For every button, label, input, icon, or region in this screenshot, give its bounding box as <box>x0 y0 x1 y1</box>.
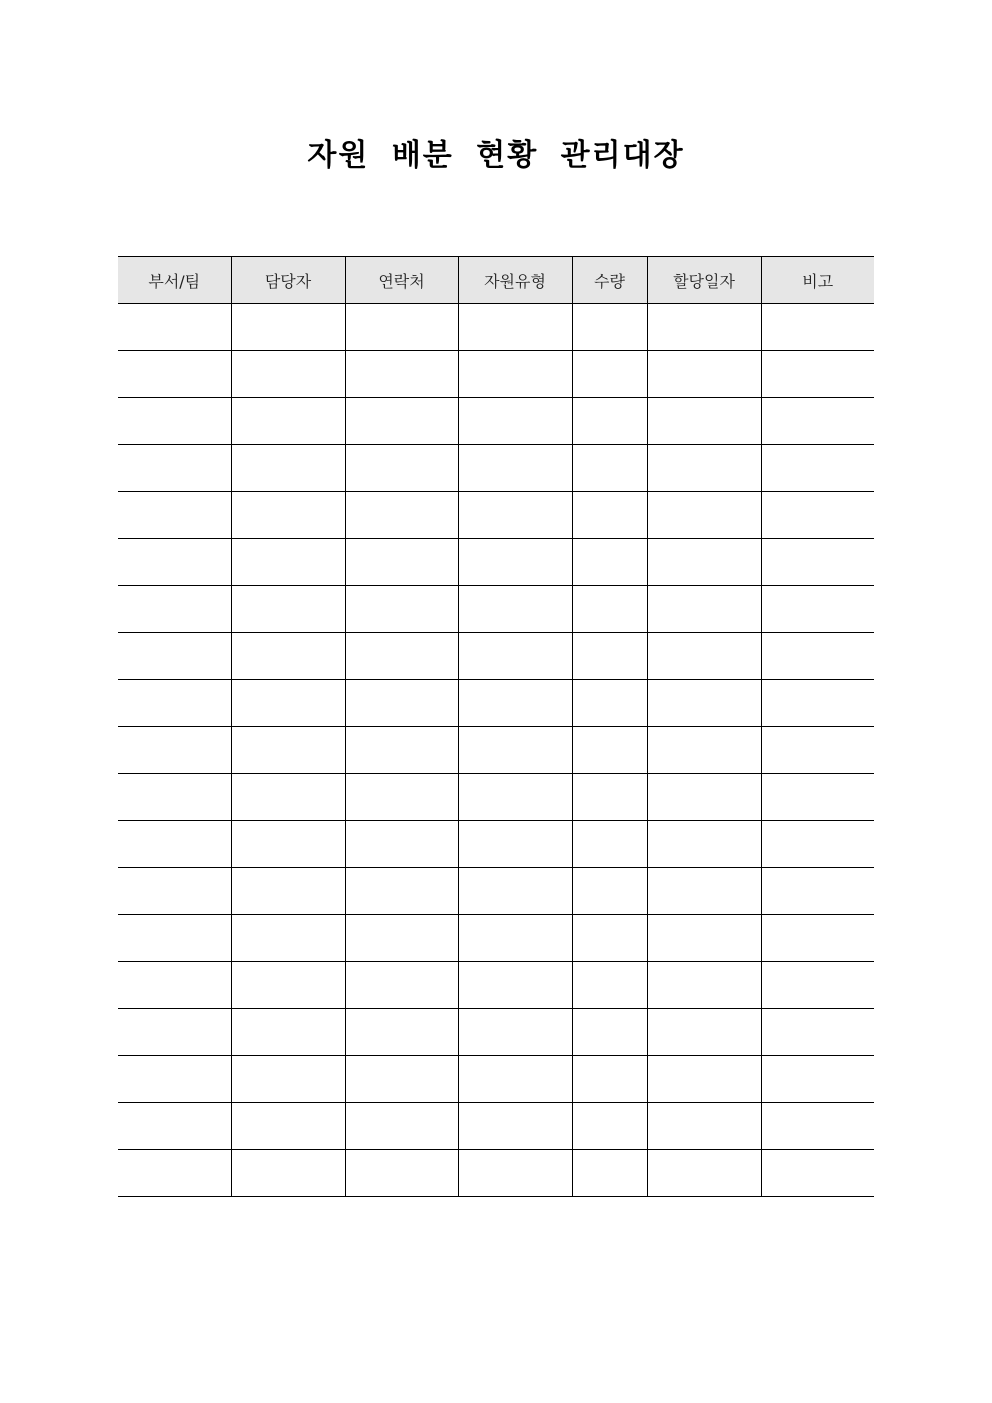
cell-manager[interactable] <box>231 727 345 774</box>
cell-manager[interactable] <box>231 304 345 351</box>
cell-remarks[interactable] <box>761 1056 874 1103</box>
cell-resource-type[interactable] <box>458 680 572 727</box>
cell-contact[interactable] <box>345 586 458 633</box>
cell-resource-type[interactable] <box>458 539 572 586</box>
cell-resource-type[interactable] <box>458 962 572 1009</box>
cell-department[interactable] <box>118 586 231 633</box>
cell-manager[interactable] <box>231 915 345 962</box>
cell-quantity[interactable] <box>572 398 647 445</box>
cell-allocation-date[interactable] <box>647 398 761 445</box>
cell-resource-type[interactable] <box>458 445 572 492</box>
cell-remarks[interactable] <box>761 1103 874 1150</box>
page-title: 자원 배분 현황 관리대장 <box>307 138 685 173</box>
cell-quantity[interactable] <box>572 633 647 680</box>
cell-remarks[interactable] <box>761 727 874 774</box>
cell-allocation-date[interactable] <box>647 1103 761 1150</box>
cell-quantity[interactable] <box>572 539 647 586</box>
cell-remarks[interactable] <box>761 586 874 633</box>
cell-remarks[interactable] <box>761 962 874 1009</box>
cell-remarks[interactable] <box>761 304 874 351</box>
cell-department[interactable] <box>118 398 231 445</box>
cell-allocation-date[interactable] <box>647 351 761 398</box>
cell-quantity[interactable] <box>572 915 647 962</box>
cell-resource-type[interactable] <box>458 774 572 821</box>
cell-manager[interactable] <box>231 774 345 821</box>
table-row <box>118 1103 874 1150</box>
column-header-quantity: 수량 <box>572 257 647 304</box>
table-row <box>118 1150 874 1197</box>
cell-remarks[interactable] <box>761 445 874 492</box>
cell-allocation-date[interactable] <box>647 633 761 680</box>
cell-department[interactable] <box>118 962 231 1009</box>
cell-department[interactable] <box>118 351 231 398</box>
table-row <box>118 1009 874 1056</box>
cell-contact[interactable] <box>345 962 458 1009</box>
cell-contact[interactable] <box>345 868 458 915</box>
cell-manager[interactable] <box>231 633 345 680</box>
table-row <box>118 1056 874 1103</box>
cell-contact[interactable] <box>345 1009 458 1056</box>
cell-manager[interactable] <box>231 962 345 1009</box>
cell-resource-type[interactable] <box>458 1009 572 1056</box>
table-row <box>118 915 874 962</box>
table-row <box>118 539 874 586</box>
cell-manager[interactable] <box>231 868 345 915</box>
column-header-manager: 담당자 <box>231 257 345 304</box>
cell-department[interactable] <box>118 821 231 868</box>
cell-manager[interactable] <box>231 398 345 445</box>
cell-remarks[interactable] <box>761 1150 874 1197</box>
cell-quantity[interactable] <box>572 774 647 821</box>
cell-resource-type[interactable] <box>458 351 572 398</box>
table-row <box>118 586 874 633</box>
cell-resource-type[interactable] <box>458 398 572 445</box>
cell-contact[interactable] <box>345 304 458 351</box>
cell-department[interactable] <box>118 774 231 821</box>
cell-quantity[interactable] <box>572 821 647 868</box>
column-header-department: 부서/팀 <box>118 257 231 304</box>
cell-manager[interactable] <box>231 1009 345 1056</box>
cell-quantity[interactable] <box>572 492 647 539</box>
cell-contact[interactable] <box>345 1150 458 1197</box>
cell-remarks[interactable] <box>761 821 874 868</box>
cell-department[interactable] <box>118 680 231 727</box>
cell-contact[interactable] <box>345 492 458 539</box>
cell-contact[interactable] <box>345 915 458 962</box>
cell-resource-type[interactable] <box>458 727 572 774</box>
cell-resource-type[interactable] <box>458 633 572 680</box>
cell-remarks[interactable] <box>761 915 874 962</box>
cell-contact[interactable] <box>345 821 458 868</box>
table-row <box>118 680 874 727</box>
cell-resource-type[interactable] <box>458 304 572 351</box>
cell-department[interactable] <box>118 633 231 680</box>
cell-allocation-date[interactable] <box>647 962 761 1009</box>
cell-remarks[interactable] <box>761 351 874 398</box>
cell-manager[interactable] <box>231 492 345 539</box>
cell-resource-type[interactable] <box>458 586 572 633</box>
cell-allocation-date[interactable] <box>647 915 761 962</box>
cell-department[interactable] <box>118 1056 231 1103</box>
cell-contact[interactable] <box>345 727 458 774</box>
cell-remarks[interactable] <box>761 868 874 915</box>
cell-allocation-date[interactable] <box>647 727 761 774</box>
cell-allocation-date[interactable] <box>647 1150 761 1197</box>
cell-quantity[interactable] <box>572 680 647 727</box>
cell-remarks[interactable] <box>761 398 874 445</box>
cell-resource-type[interactable] <box>458 821 572 868</box>
cell-allocation-date[interactable] <box>647 868 761 915</box>
cell-contact[interactable] <box>345 351 458 398</box>
cell-resource-type[interactable] <box>458 1150 572 1197</box>
cell-department[interactable] <box>118 1103 231 1150</box>
cell-manager[interactable] <box>231 1150 345 1197</box>
column-header-contact: 연락처 <box>345 257 458 304</box>
cell-manager[interactable] <box>231 680 345 727</box>
cell-manager[interactable] <box>231 445 345 492</box>
cell-allocation-date[interactable] <box>647 492 761 539</box>
cell-department[interactable] <box>118 727 231 774</box>
cell-contact[interactable] <box>345 539 458 586</box>
column-header-allocation-date: 할당일자 <box>647 257 761 304</box>
cell-allocation-date[interactable] <box>647 539 761 586</box>
cell-manager[interactable] <box>231 1103 345 1150</box>
cell-department[interactable] <box>118 492 231 539</box>
cell-contact[interactable] <box>345 774 458 821</box>
cell-quantity[interactable] <box>572 586 647 633</box>
cell-resource-type[interactable] <box>458 1103 572 1150</box>
cell-contact[interactable] <box>345 1103 458 1150</box>
cell-remarks[interactable] <box>761 539 874 586</box>
column-header-remarks: 비고 <box>761 257 874 304</box>
cell-resource-type[interactable] <box>458 868 572 915</box>
table-header-row <box>118 257 874 304</box>
cell-quantity[interactable] <box>572 727 647 774</box>
cell-department[interactable] <box>118 304 231 351</box>
table-row <box>118 445 874 492</box>
cell-remarks[interactable] <box>761 680 874 727</box>
cell-allocation-date[interactable] <box>647 304 761 351</box>
cell-manager[interactable] <box>231 351 345 398</box>
cell-quantity[interactable] <box>572 445 647 492</box>
cell-department[interactable] <box>118 445 231 492</box>
cell-contact[interactable] <box>345 1056 458 1103</box>
cell-contact[interactable] <box>345 633 458 680</box>
cell-department[interactable] <box>118 915 231 962</box>
table-body <box>118 304 874 1197</box>
cell-remarks[interactable] <box>761 774 874 821</box>
cell-allocation-date[interactable] <box>647 586 761 633</box>
cell-quantity[interactable] <box>572 1150 647 1197</box>
cell-quantity[interactable] <box>572 351 647 398</box>
column-header-resource-type: 자원유형 <box>458 257 572 304</box>
table-row <box>118 633 874 680</box>
cell-remarks[interactable] <box>761 492 874 539</box>
cell-quantity[interactable] <box>572 868 647 915</box>
cell-contact[interactable] <box>345 680 458 727</box>
table-row <box>118 727 874 774</box>
cell-department[interactable] <box>118 868 231 915</box>
cell-remarks[interactable] <box>761 633 874 680</box>
cell-allocation-date[interactable] <box>647 445 761 492</box>
cell-department[interactable] <box>118 1009 231 1056</box>
table-row <box>118 304 874 351</box>
cell-contact[interactable] <box>345 398 458 445</box>
cell-remarks[interactable] <box>761 1009 874 1056</box>
cell-department[interactable] <box>118 539 231 586</box>
table-row <box>118 868 874 915</box>
cell-quantity[interactable] <box>572 1103 647 1150</box>
cell-allocation-date[interactable] <box>647 680 761 727</box>
table-row <box>118 962 874 1009</box>
table-row <box>118 821 874 868</box>
cell-allocation-date[interactable] <box>647 1009 761 1056</box>
cell-quantity[interactable] <box>572 1009 647 1056</box>
cell-allocation-date[interactable] <box>647 1056 761 1103</box>
cell-quantity[interactable] <box>572 1056 647 1103</box>
cell-manager[interactable] <box>231 1056 345 1103</box>
table-row <box>118 492 874 539</box>
cell-manager[interactable] <box>231 586 345 633</box>
cell-allocation-date[interactable] <box>647 774 761 821</box>
allocation-ledger-table <box>118 256 874 1197</box>
table-row <box>118 351 874 398</box>
table-row <box>118 398 874 445</box>
cell-quantity[interactable] <box>572 304 647 351</box>
cell-resource-type[interactable] <box>458 492 572 539</box>
cell-resource-type[interactable] <box>458 915 572 962</box>
cell-department[interactable] <box>118 1150 231 1197</box>
cell-resource-type[interactable] <box>458 1056 572 1103</box>
cell-allocation-date[interactable] <box>647 821 761 868</box>
cell-contact[interactable] <box>345 445 458 492</box>
table-row <box>118 774 874 821</box>
cell-manager[interactable] <box>231 821 345 868</box>
cell-manager[interactable] <box>231 539 345 586</box>
cell-quantity[interactable] <box>572 962 647 1009</box>
